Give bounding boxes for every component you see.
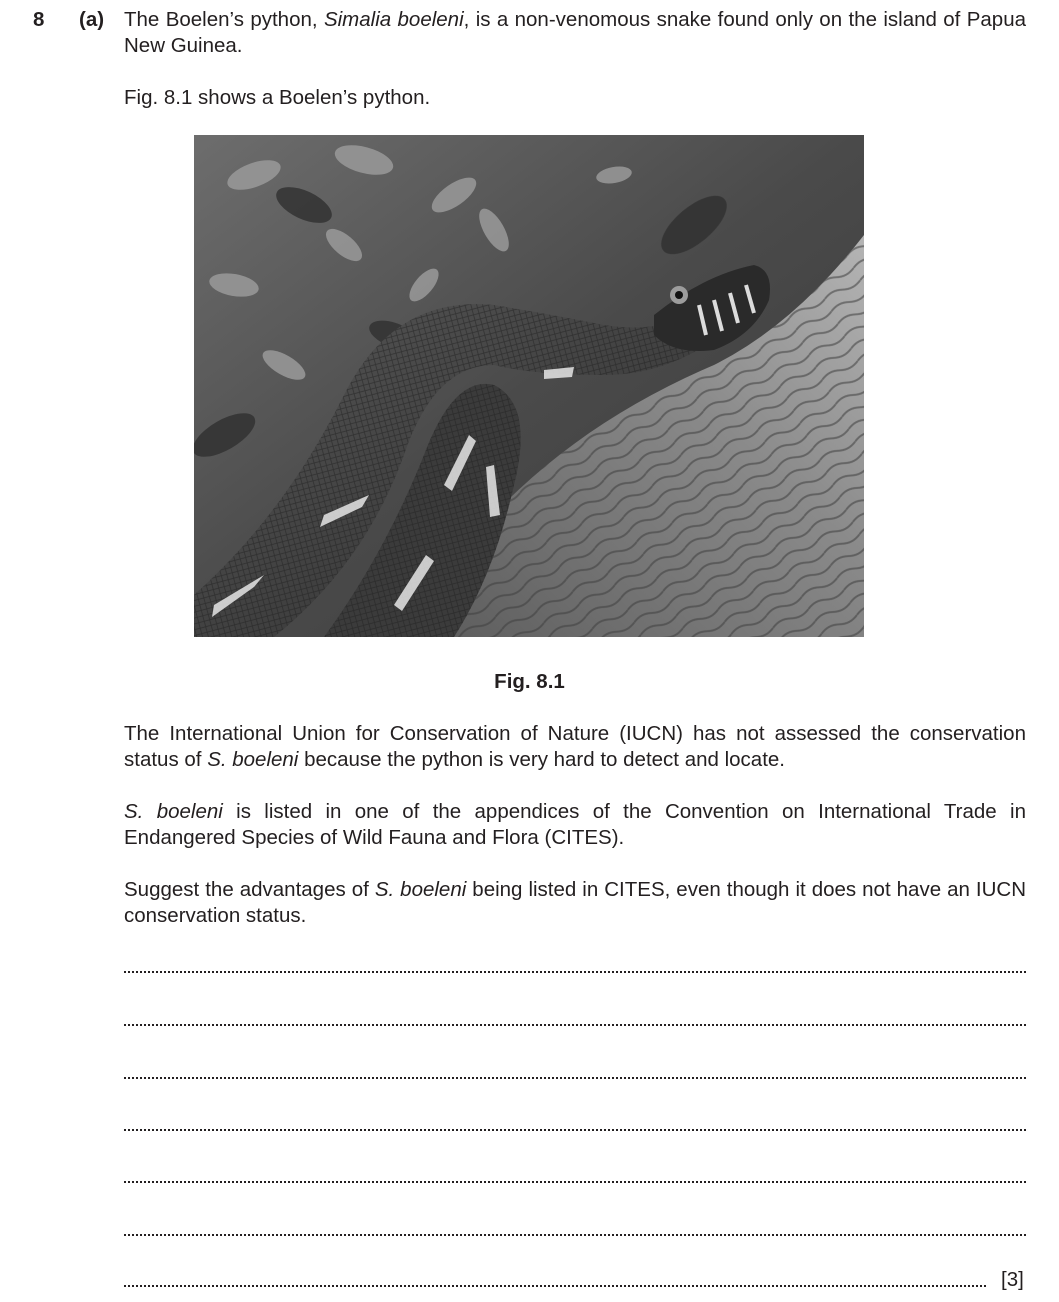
figure-caption: Fig. 8.1 — [494, 670, 565, 693]
species-name-abbrev: S. boeleni — [207, 748, 299, 771]
snake-on-branch-icon — [194, 135, 864, 637]
prompt-text-end: being listed in CITES, even though it does not have an IUCN conservation status. — [124, 878, 1026, 927]
answer-line[interactable] — [124, 1024, 1026, 1026]
answer-line[interactable] — [124, 1234, 1026, 1236]
question-part-label: (a) — [79, 8, 105, 31]
cites-paragraph — [124, 799, 1026, 851]
answer-line[interactable] — [124, 1077, 1026, 1079]
figure-reference: Fig. 8.1 shows a Boelen’s python. — [124, 86, 431, 109]
marks-allocation: [3] — [1001, 1268, 1024, 1291]
intro-text-end: , is a non-venomous snake found only on the island of Papua New Guinea. — [124, 8, 1026, 57]
iucn-paragraph — [124, 721, 1026, 773]
python-photo — [194, 135, 864, 637]
iucn-text-start: The International Union for Conservation of Nature (IUCN) has not assessed the conservation status of — [124, 722, 1026, 771]
answer-line[interactable] — [124, 1285, 986, 1287]
question-prompt — [124, 877, 1026, 929]
species-name-scientific: Simalia boeleni — [323, 8, 464, 31]
answer-line[interactable] — [124, 971, 1026, 973]
intro-paragraph — [124, 7, 1026, 59]
prompt-text-start: Suggest the advantages of — [124, 878, 375, 901]
cites-text: is listed in one of the appendices of the Convention on International Trade in Endangered Species of Wild Fauna and Flora (CITES). — [124, 800, 1026, 849]
iucn-text-end: because the python is very hard to detect and locate. — [298, 748, 785, 771]
answer-line[interactable] — [124, 1181, 1026, 1183]
species-name-abbrev: S. boeleni — [124, 800, 223, 823]
question-number: 8 — [33, 8, 45, 31]
species-name-abbrev: S. boeleni — [374, 878, 467, 901]
intro-text-start: The Boelen’s python, — [124, 8, 324, 31]
answer-line[interactable] — [124, 1129, 1026, 1131]
